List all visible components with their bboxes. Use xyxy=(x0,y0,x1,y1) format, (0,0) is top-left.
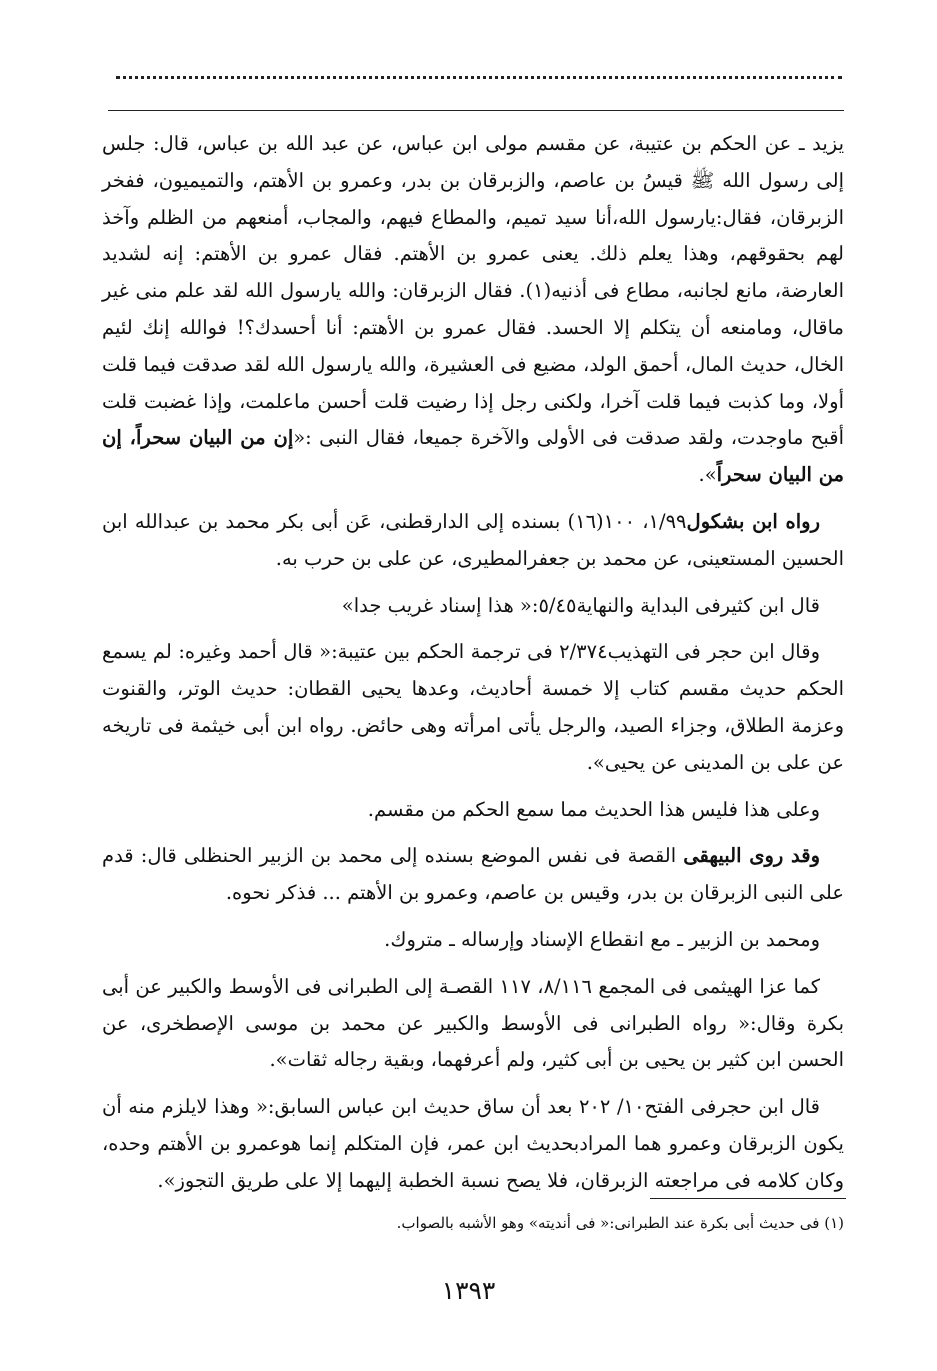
header-rule xyxy=(108,110,844,111)
bold-source: وقد روى البيهقى xyxy=(683,844,820,868)
header-dotted-line xyxy=(116,76,842,79)
paragraph-ibn-zubayr: ومحمد بن الزبير ـ مع انقطاع الإسناد وإرساله ـ متروك. xyxy=(384,927,820,951)
footnote-rule xyxy=(650,1198,846,1199)
paragraph-bayhaqi: وقد روى البيهقى القصة فى نفس الموضع بسنده إلى محمد بن الزبير الحنظلى قال: قدم على النبى الزبرقان بن بدر، وقيس بن عاصم، وعمرو بن الأهتم ... فذكر نحوه. xyxy=(102,844,844,905)
page-number: ١٣٩٣ xyxy=(441,1276,496,1305)
bold-source: رواه ابن بشكول xyxy=(686,509,820,533)
paragraph-haythami: كما عزا الهيثمى فى المجمع ٨/١١٦، ١١٧ القصـة إلى الطبرانى فى الأوسط والكبير عن أبى بكرة وقال:« رواه الطبرانى فى الأوسط والكبير عن محمد بن موسى الإصطخرى، عن الحسن ابن كثير بن يحيى بن أبى كثير، ولم أعرفهما، وبقية رجاله ثقات». xyxy=(102,974,844,1072)
bold-quote: إن من البيان سحراً، إن من البيان سحراً xyxy=(102,426,844,487)
paragraph-ibn-kathir: قال ابن كثيرفى البداية والنهاية٥/٤٥:« هذا إسناد غريب جدا» xyxy=(341,593,820,617)
paragraph-ibn-hajar-fath: قال ابن حجرفى الفتح١٠/ ٢٠٢ بعد أن ساق حديث ابن عباس السابق:« وهذا لايلزم منه أن يكون الزبرقان وعمرو هما المرادبحديث ابن عمر، فإن المتكلم إنما هوعمرو بن الأهتم وحده، وكان كلامه فى مراجعته الزبرقان، فلا يصح نسبة الخطبة إليهما إلا على طريق التجوز». xyxy=(102,1095,844,1192)
paragraph-ibn-bashkuwal: رواه ابن بشكول١/٩٩، ١٠٠(١٦) بسنده إلى الدارقطنى، عَن أبى بكر محمد بن عبدالله ابن الحسين المستعينى، عن محمد بن جعفرالمطيرى، عن على بن حرب به. xyxy=(102,509,844,570)
body-text xyxy=(102,126,844,1210)
paragraph-ibn-hajar-tahdhib: وقال ابن حجر فى التهذيب٢/٣٧٤ فى ترجمة الحكم بين عتيبة:« قال أحمد وغيره: لم يسمع الحكم حديث مقسم كتاب إلا خمسة أحاديث، وعدها يحيى القطان: حديث الوتر، والقنوت وعزمة الطلاق، وجزاء الصيد، والرجل يأتى امرأته وهى حائض. رواه ابن أبى خيثمة فى تاريخه عن على بن المدينى عن يحيى». xyxy=(102,640,844,774)
paragraph-conclusion: وعلى هذا فليس هذا الحديث مما سمع الحكم من مقسم. xyxy=(367,797,820,821)
footnote: (١) فى حديث أبى بكرة عند الطبرانى:« فى أنديته» وهو الأشبه بالصواب. xyxy=(396,1214,844,1232)
paragraph-hadith: يزيد ـ عن الحكم بن عتيبة، عن مقسم مولى ابن عباس، عن عبد الله بن عباس، قال: جلس إلى رسول الله ﷺ قيسُ بن عاصم، والزبرقان بن بدر، وعمرو بن الأهتم، والتميميون، ففخر الزبرقان، فقال:يارسول الله،أنا سيد تميم، والمطاع فيهم، والمجاب، أمنعهم من الظلم وآخذ لهم بحقوقهم، وهذا يعلم ذلك. يعنى عمرو بن الأهتم. فقال عمرو بن الأهتم: إنه لشديد العارضة، مانع لجانبه، مطاع فى أذنيه(١). فقال الزبرقان: والله يارسول الله لقد علم منى غير ماقال، ومامنعه أن يتكلم إلا الحسد. فقال عمرو بن الأهتم: أنا أحسدك؟! فوالله إنك لئيم الخال، حديث المال، أحمق الولد، مضيع فى العشيرة، والله يارسول الله لقد صدقت فيما قلت أولا، وما كذبت فيما قلت آخرا، ولكنى رجل إذا رضيت قلت أحسن ماعلمت، وإذا غضبت قلت أقبح ماوجدت، ولقد صدقت فى الأولى والآخرة جميعا، فقال النبى :«إن من البيان سحراً، إن من البيان سحراً». xyxy=(102,132,844,487)
